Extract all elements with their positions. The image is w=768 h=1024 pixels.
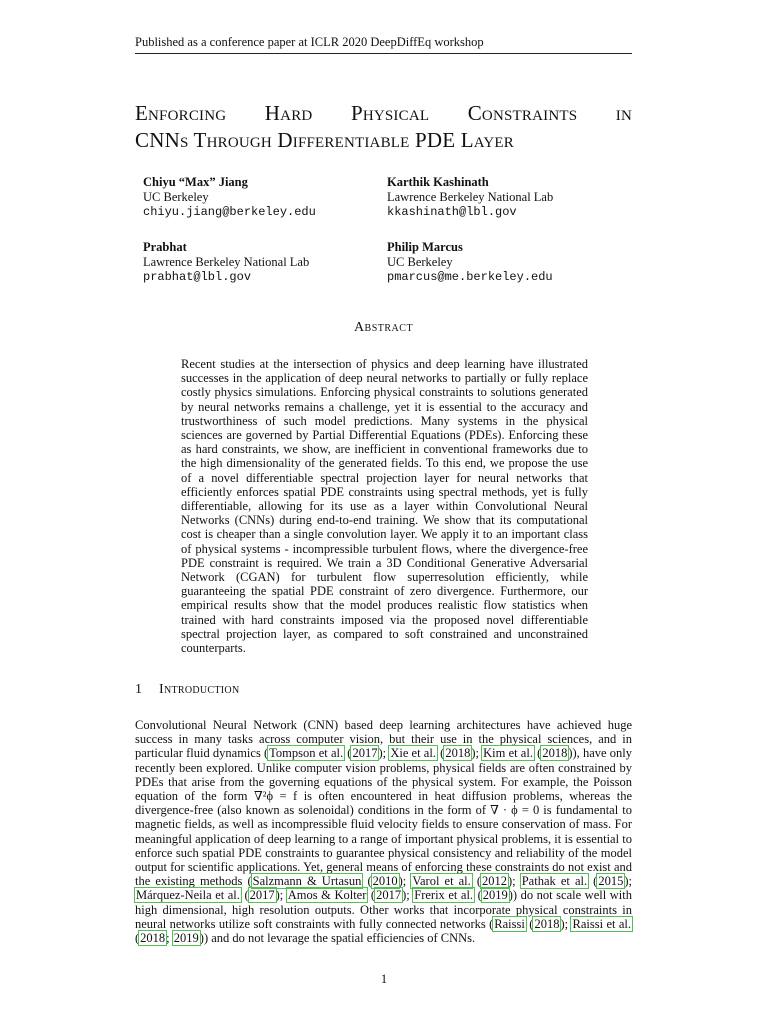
intro-text: Convolutional Neural Network (CNN) based deep learning architectures have achieved huge success in many tasks across computer vision, but their use in the physical sciences, and in particular fluid dynamics ( xyxy=(135,718,632,761)
author-name: Karthik Kashinath xyxy=(387,175,489,189)
citation-link[interactable]: Kim et al. xyxy=(483,746,533,761)
citation-link[interactable]: Raissi xyxy=(494,916,525,931)
citation-link[interactable]: 2019 xyxy=(482,888,508,903)
author-affiliation: UC Berkeley xyxy=(387,255,453,269)
intro-text: ), have only recently been explored. Unlike computer vision problems, physical fields are often constrained by PDEs that arise from the governing equations of the physical system. For example, the Poisson equation of the form ∇²ϕ = f is often encountered in heat diffusion problems, whereas the divergence-free (also known as solenoidal) conditions in the form of ∇ · ϕ = 0 is fundamental to magnetic fields, as well as incompressible fluid velocity fields to ensure conservation of mass. For meaningful application of deep learning to a range of important physical problems, it is essential to enforce such spatial PDE constraints to guarantee physical consistency and reliability of the model output for scientific applications. Yet, general means of enforcing these constraints do not exist and the existing methods ( xyxy=(135,746,633,889)
citation-link[interactable]: 2010 xyxy=(372,874,398,889)
author-block xyxy=(143,240,309,285)
section-heading xyxy=(135,682,632,698)
citation-link[interactable]: Amos & Kolter xyxy=(287,888,367,903)
page-number: 1 xyxy=(380,972,388,986)
citation-link[interactable]: 2018 xyxy=(542,746,568,761)
citation-link[interactable]: Raissi et al. xyxy=(572,916,632,931)
author-affiliation: Lawrence Berkeley National Lab xyxy=(143,255,310,269)
running-header: Published as a conference paper at ICLR 2020 DeepDiffEq workshop xyxy=(135,34,632,54)
abstract-text: Recent studies at the intersection of physics and deep learning have illustrated successes in the application of deep neural networks to partially or fully replace costly physics simulations. Enforcing physical constraints to solutions generated by neural networks remains a challenge, yet it is essential to the accuracy and trustworthiness of such model predictions. Many systems in the physical sciences are governed by Partial Differential Equations (PDEs). Enforcing these as hard constraints, we show, are inefficient in conventional frameworks due to the high dimensionality of the generated fields. To this end, we propose the use of a novel differentiable spectral projection layer for neural networks that efficiently enforces spatial PDE constraints using spectral methods, yet is fully differentiable, allowing for its use as a layer within Convolutional Neural Networks (CNNs) during end-to-end training. We show that its computational cost is cheaper than a single convolution layer. We apply it to an important class of physical systems - incompressible turbulent flows, where the divergence-free PDE constraint is required. We train a 3D Conditional Generative Adversarial Network (CGAN) for turbulent flow superresolution efficiently, while guaranteeing the spatial PDE constraint of zero divergence. Furthermore, our empirical results show that the model produces realistic flow statistics when trained with hard constraints imposed via the proposed novel differentiable spectral projection layer, as compared to soft constrained and unconstrained counterparts. xyxy=(181,357,588,656)
citation-link[interactable]: Xie et al. xyxy=(390,746,436,761)
citation-link[interactable]: Pathak et al. xyxy=(521,874,588,889)
author-block xyxy=(143,175,316,220)
intro-text: ) do not scale well with high dimensional, high resolution outputs. Other works that incorporate physical constraints in neural networks utilize soft constraints with fully connected networks ( xyxy=(135,888,632,931)
citation-link[interactable]: 2017 xyxy=(352,746,378,761)
citation-link[interactable]: 2018 xyxy=(534,916,560,931)
citation-link[interactable]: 2017 xyxy=(376,888,402,903)
citation-link[interactable]: Salzmann & Urtasun xyxy=(252,874,362,889)
author-email: pmarcus@me.berkeley.edu xyxy=(387,270,553,284)
citation-link[interactable]: Frerix et al. xyxy=(414,888,474,903)
citation-link[interactable]: Tompson et al. xyxy=(269,746,344,761)
paper-title xyxy=(135,100,632,154)
author-block xyxy=(387,175,553,220)
author-email: prabhat@lbl.gov xyxy=(143,270,252,284)
title-line-2: CNNs Through Differentiable PDE Layer xyxy=(135,128,514,152)
citation-link[interactable]: 2019 xyxy=(173,931,199,946)
author-name: Prabhat xyxy=(143,240,187,254)
author-affiliation: Lawrence Berkeley National Lab xyxy=(387,190,554,204)
author-name: Philip Marcus xyxy=(387,240,463,254)
citation-link[interactable]: 2018 xyxy=(140,931,166,946)
section-number: 1 xyxy=(135,682,143,697)
author-block xyxy=(387,240,553,285)
author-email: kkashinath@lbl.gov xyxy=(387,205,517,219)
citation-link[interactable]: 2017 xyxy=(249,888,275,903)
citation-link[interactable]: 2015 xyxy=(598,874,624,889)
author-affiliation: UC Berkeley xyxy=(143,190,209,204)
citation-link[interactable]: 2012 xyxy=(482,874,508,889)
intro-paragraph: Convolutional Neural Network (CNN) based deep learning architectures have achieved huge success in many tasks across computer vision, but their use in the physical sciences, and in particular fluid dynamics (Tompson et al. (2017); Xie et al. (2018); Kim et al. (2018)), have only recently been explored. Unlike computer vision problems, physical fields are often constrained by PDEs that arise from the governing equations of the physical system. For example, the Poisson equation of the form ∇²ϕ = f is often encountered in heat diffusion problems, whereas the divergence-free (also known as solenoidal) conditions in the form of ∇ · ϕ = 0 is fundamental to magnetic fields, as well as incompressible fluid velocity fields to ensure conservation of mass. For meaningful application of deep learning to a range of important physical problems, it is essential to enforce such spatial PDE constraints to guarantee physical consistency and reliability of the model output for scientific applications. Yet, general means of enforcing these constraints do not exist and the existing methods (Salzmann & Urtasun (2010); Varol et al. (2012); Pathak et al. (2015); Márquez-Neila et al. (2017); Amos & Kolter (2017); Frerix et al. (2019)) do not scale well with high dimensional, high resolution outputs. Other works that incorporate physical constraints in neural networks utilize soft constraints with fully connected networks (Raissi (2018); Raissi et al. (2018; 2019)) and do not levarage the spatial efficiencies of CNNs. xyxy=(135,718,633,946)
section-title: Introduction xyxy=(159,682,240,697)
author-email: chiyu.jiang@berkeley.edu xyxy=(143,205,316,219)
citation-link[interactable]: Varol et al. xyxy=(412,874,471,889)
title-line-1: Enforcing Hard Physical Constraints in xyxy=(135,101,632,125)
citation-link[interactable]: 2018 xyxy=(445,746,471,761)
abstract-heading: Abstract xyxy=(353,320,414,335)
intro-text: ) and do not levarage the spatial efficiencies of CNNs. xyxy=(203,931,476,946)
author-name: Chiyu “Max” Jiang xyxy=(143,175,248,189)
citation-link[interactable]: Márquez-Neila et al. xyxy=(136,888,240,903)
